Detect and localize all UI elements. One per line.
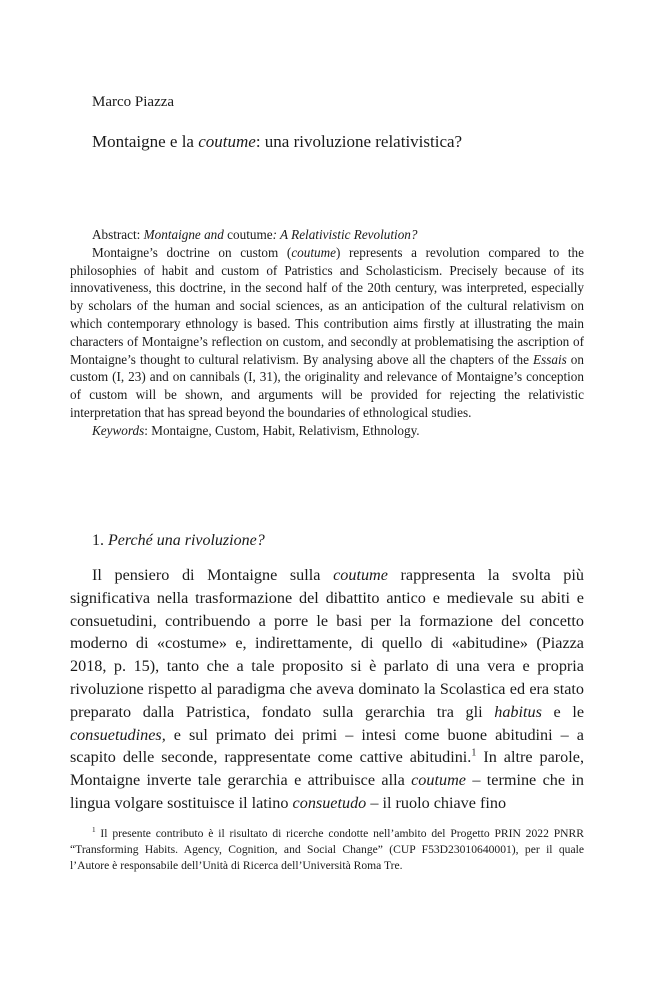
body-run: e sul primato dei primi – intesi come buone abitudini – a scapito delle seconde, rappresentate come cattive abitudini.: [70, 725, 584, 767]
abstract-body: [70, 244, 584, 422]
keywords-list: : Montaigne, Custom, Habit, Relativism, Ethnology.: [144, 422, 420, 438]
body-run: – il ruolo chiave fino: [366, 793, 507, 812]
section-title: Perché una rivoluzione?: [108, 532, 265, 549]
title-text-1: Montaigne e la: [92, 132, 199, 151]
abstract-title-italic-2: : A Relativistic Revolution?: [272, 227, 418, 242]
body-italic: habitus: [494, 702, 542, 721]
section-number: 1.: [92, 532, 108, 549]
footnote-text: [70, 826, 584, 875]
abstract-title-italic-1: Montaigne and: [143, 227, 224, 242]
author-name: Marco Piazza: [92, 94, 175, 110]
body-run: rappresenta la svolta più significativa nella trasformazione del dibattito antico e medievale su abiti e consuetudini, contribuendo a porre le basi per la formazione del concetto moderno di «costume» e, indirettamente, di quello di «abitudine» (Piazza 2018, p. 15), tanto che a tale proposito si è parlato di una vera e propria rivoluzione rispetto al paradigma che aveva dominato la Scolastica ed era stato preparato dalla Patristica, fondato sulla gerarchia tra gli: [70, 566, 584, 721]
abstract-italic-1: coutume: [291, 244, 336, 260]
body-text: [70, 564, 584, 815]
keywords-label: Keywords: [92, 422, 145, 438]
title-italic: coutume: [198, 132, 256, 151]
body-italic: coutume: [333, 566, 388, 584]
abstract-italic-2: Essais: [533, 351, 567, 367]
abstract-text-1: Montaigne’s doctrine on custom (: [92, 244, 292, 260]
abstract-label: Abstract:: [92, 227, 144, 242]
footnote-body: Il presente contributo è il risultato di ricerche condotte nell’ambito del Progetto PRIN 2022 PNRR “Transforming Habits. Agency, Cognition, and Social Change” (CUP F53D23010640001), per il quale l’Autore è responsabile dell’Unità di Ricerca dell’Università Roma Tre.: [70, 827, 584, 873]
abstract-heading: [70, 226, 584, 244]
abstract: [70, 226, 584, 440]
abstract-title-roman: coutume: [223, 227, 273, 242]
footnote-marker: 1: [92, 826, 96, 835]
title-text-2: : una rivoluzione relativistica?: [255, 132, 463, 151]
body-paragraph: [70, 564, 584, 815]
body-italic: consuetudines,: [70, 725, 166, 744]
keywords: [70, 422, 584, 440]
paper-title: [92, 132, 462, 152]
body-run: Il pensiero di Montaigne sulla: [92, 566, 334, 584]
body-run: – termine che in lingua volgare sostituisce il latino: [70, 771, 584, 812]
body-run: In altre parole, Montaigne inverte tale gerarchia e attribuisce alla: [70, 748, 584, 790]
section-heading: [92, 532, 265, 550]
body-run: e le: [541, 702, 584, 721]
abstract-text-2: ) represents a revolution compared to the philosophies of habit and custom of Patristics and Scholasticism. Precisely because of its innovativeness, this doctrine, in the second half of the 20th century, was interpreted, especially by scholars of the human and social sciences, as an anticipation of the cultural relativism on which contemporary ethnology is based. This contribution aims firstly at illustrating the main characters of Montaigne’s reflection on custom, and secondly at problematising the ascription of Montaigne’s thought to cultural relativism. By analysing above all the chapters of the: [70, 244, 584, 367]
footnote-ref: 1: [471, 747, 477, 759]
footnote: [70, 826, 584, 875]
body-italic: consuetudo: [292, 793, 367, 812]
abstract-text-3: on custom (I, 23) and on cannibals (I, 31), the originality and relevance of Montaigne’s conception of custom will be shown, and arguments will be provided for rejecting the relativistic interpretation that has spread beyond the boundaries of ethnological studies.: [70, 351, 584, 420]
body-italic: coutume: [411, 771, 466, 790]
